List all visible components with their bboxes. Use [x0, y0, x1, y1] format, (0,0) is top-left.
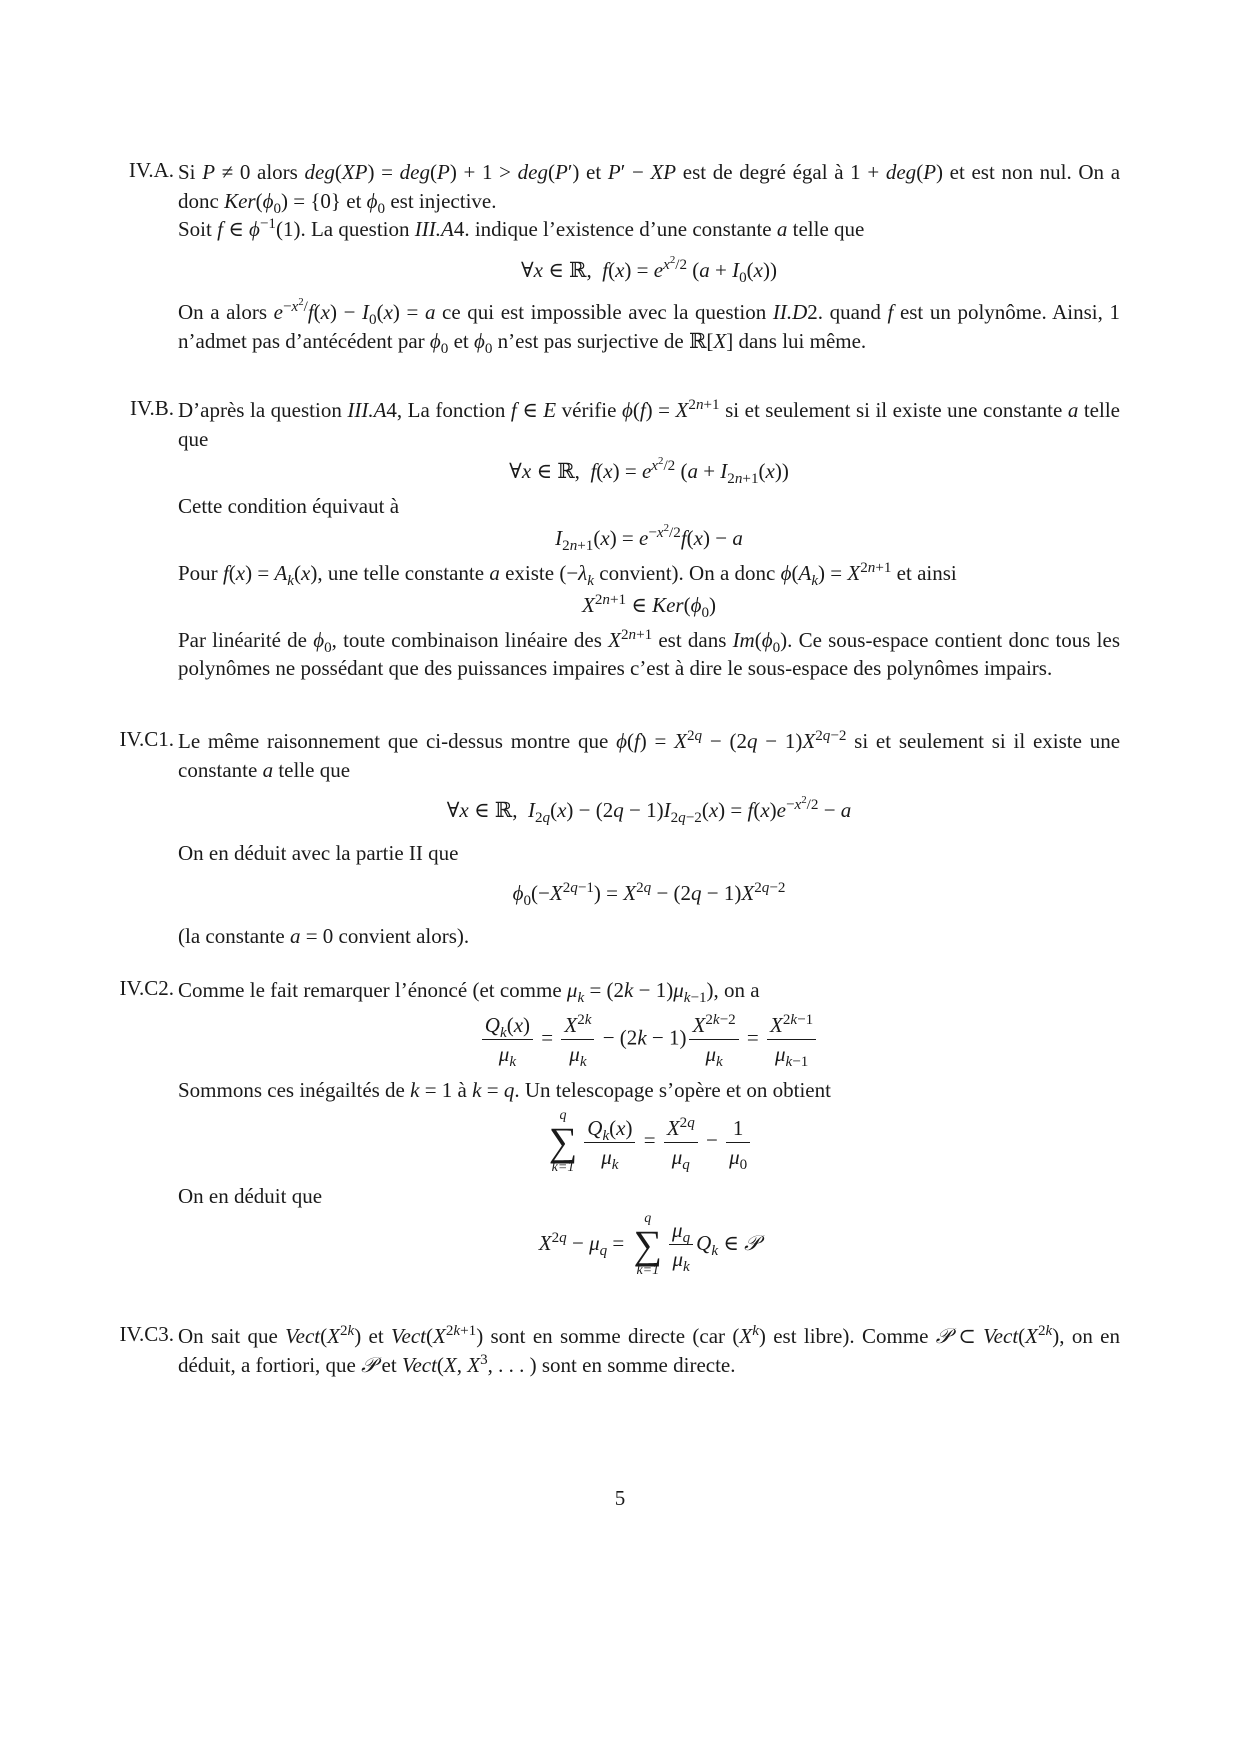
section-label: IV.C2.	[119, 976, 174, 1000]
section-label: IV.A.	[128, 158, 174, 182]
section-body: Comme le fait remarquer l’énoncé (et comme $\mu_k = (2k - 1)\mu_{k-1}$), on a $\frac{Q_k(x)}{\mu_k}$ = $\frac{X^{2k}}{\mu_k}$ − (2k − 1) $\frac{X^{2k-2}}{\mu_k}$ = $\frac{X^{2k-1}}{\mu_{k-1}}$ Sommons ces inégailtés de k = 1 à k = q. Un telescopage s’opère et on obtient q ∑ k=1 $\frac{Q_k(x)}{\mu_k}$ = $\frac{X^{2q}}{\mu_q}$ − $\frac{1}{\mu_0}$ On en déduit que $X^{2q} - \mu_q$ = q ∑ k=1 $\frac{\mu_q}{\mu_k}$ $Q_k$ ∈ 𝒫	[178, 978, 831, 1278]
section-body: Le même raisonnement que ci-dessus montre que $\phi(f) = X^{2q} - (2q - 1)X^{2q-2}$ si et seulement si il existe une constante a telle que ∀x ∈ ℝ, $I_{2q}(x) - (2q - 1)I_{2q-2}(x) = f(x)e^{-x^2/2} - a$ On en déduit avec la partie II que $\phi_0(-X^{2q-1}) = X^{2q} - (2q - 1)X^{2q-2}$ (la constante a = 0 convient alors).	[178, 728, 1121, 948]
section-iv-c1	[100, 727, 1120, 950]
section-body: Si P ≠ 0 alors deg(XP) = deg(P) + 1 > deg(P′) et P′ − XP est de degré égal à 1 + deg(P) et est non nul. On a donc $Ker(\phi_0) = \{0\}$ et $\phi_0$ est injective. Soit f ∈ $\phi^{-1}(1)$. La question III.A4. indique l’existence d’une constante a telle que ∀x ∈ ℝ, $f(x) = e^{x^2/2}$ $(a + I_0(x))$ On a alors $e^{-x^2/}f(x) - I_0(x) = a$ ce qui est impossible avec la question II.D2. quand f est un polynôme. Ainsi, 1 n’admet pas d’antécédent par $\phi_0$ et $\phi_0$ n’est pas surjective de ℝ[X] dans lui même.	[178, 160, 1121, 357]
section-iv-c3	[100, 1322, 1120, 1379]
section-iv-c2	[100, 976, 1120, 1283]
section-label: IV.C3.	[119, 1322, 174, 1346]
section-label: IV.B.	[130, 396, 174, 420]
section-body: D’après la question III.A4, La fonction f ∈ E vérifie $\phi(f) = X^{2n+1}$ si et seulement si il existe une constante a telle que ∀x ∈ ℝ, $f(x) = e^{x^2/2}$ $(a + I_{2n+1}(x))$ Cette condition équivaut à $I_{2n+1}(x) = e^{-x^2/2}f(x) - a$ Pour $f(x) = A_k(x)$, une telle constante a existe ($-\lambda_k$ convient). On a donc $\phi(A_k) = X^{2n+1}$ et ainsi $X^{2n+1}$ ∈ $Ker(\phi_0)$ Par linéarité de $\phi_0$, toute combinaison linéaire des $X^{2n+1}$ est dans $Im(\phi_0)$. Ce sous-espace contient donc tous les polynômes ne possédant que des puissances impaires c’est à dire le sous-espace des polynômes impairs.	[178, 397, 1121, 680]
section-label: IV.C1.	[119, 727, 174, 751]
section-body: On sait que $Vect(X^{2k})$ et $Vect(X^{2k+1})$ sont en somme directe (car $(X^k)$ est libre). Comme 𝒫 ⊂ $Vect(X^{2k})$, on en déduit, a fortiori, que 𝒫 et Vect(X, $X^3$, . . . ) sont en somme directe.	[178, 1323, 1120, 1377]
section-iv-b	[100, 396, 1120, 683]
section-iv-a	[100, 158, 1120, 355]
page-number: 5	[614, 1486, 626, 1510]
